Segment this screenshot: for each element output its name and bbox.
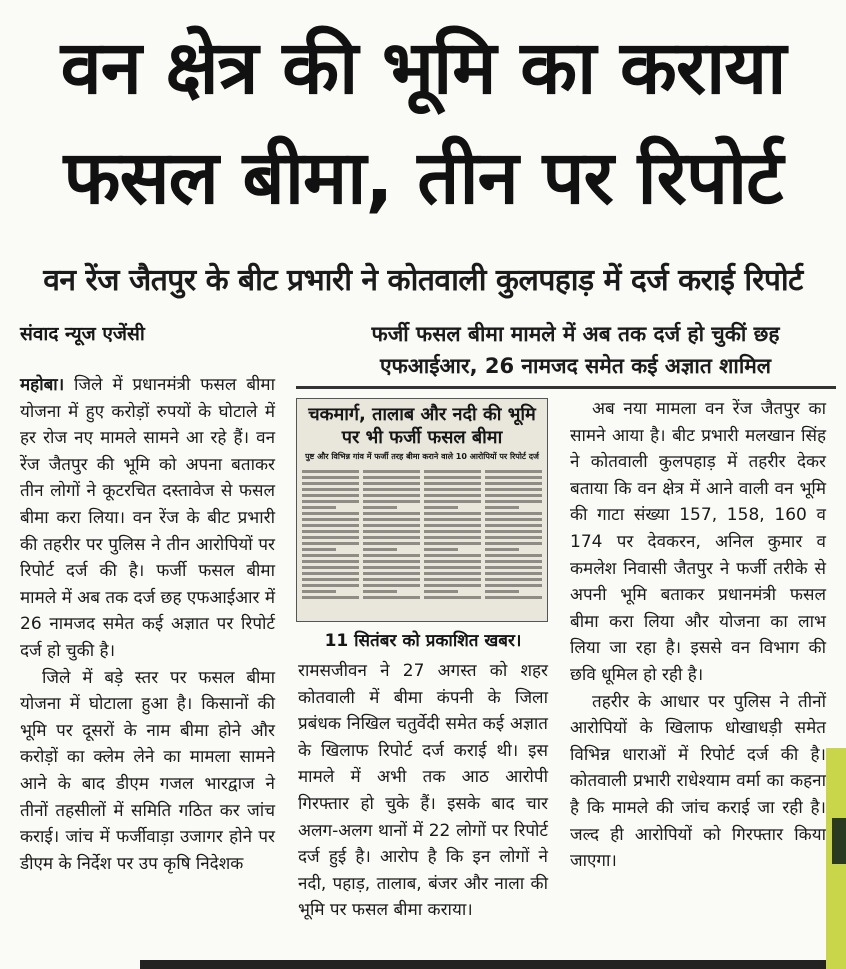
clipping-text-line [424, 590, 458, 593]
clipping-text-line [363, 500, 420, 503]
dateline: महोबा। [20, 375, 65, 395]
clipping-text-line [424, 542, 481, 545]
clipping-text-line [363, 470, 420, 473]
clipping-text-line [363, 596, 420, 599]
clipping-text-line [363, 536, 420, 539]
clipping-text-line [302, 584, 359, 587]
clipping-text-line [424, 518, 481, 521]
clipping-text-line [302, 536, 359, 539]
highlight-rule [296, 386, 836, 389]
clipping-text-line [363, 584, 420, 587]
article-paragraph: जिले में बड़े स्तर पर फसल बीमा योजना में घोटाला हुआ है। किसानों की भूमि पर दूसरों के नाम बीमा होने और करोड़ों का क्लेम लेने का मामला सामने आने के बाद डीएम गजल भारद्वाज ने तीनों तहसीलों में समिति गठित कर जांच कराई। जांच में फर्जीवाड़ा उजागर होने पर डीएम के निर्देश पर उप कृषि निदेशक [20, 667, 275, 874]
highlight-box [318, 318, 833, 382]
clipping-text-line [485, 488, 542, 491]
clipping-text-line [302, 578, 359, 581]
clipping-text-line [302, 470, 359, 473]
clipping-column [302, 467, 359, 602]
clipping-text-line [302, 596, 359, 599]
clipping-text-line [302, 542, 359, 545]
clipping-text-line [424, 554, 481, 557]
clipping-text-line [485, 548, 519, 551]
clipping-text-line [363, 548, 397, 551]
clipping-text-line [424, 512, 481, 515]
clipping-text-line [302, 494, 359, 497]
article-column-left [20, 372, 275, 877]
clipping-text-line [485, 530, 542, 533]
clipping-text-line [363, 512, 420, 515]
clipping-column [485, 467, 542, 602]
clipping-text-line [302, 590, 336, 593]
clipping-text-line [302, 518, 359, 521]
clipping-text-line [424, 530, 481, 533]
clipping-text-line [485, 566, 542, 569]
clipping-text-line [485, 536, 542, 539]
article-column-middle [298, 658, 548, 924]
clipping-title: चकमार्ग, तालाब और नदी की भूमि पर भी फर्जी फसल बीमा [308, 404, 536, 448]
clipping-text-line [302, 530, 359, 533]
article-column-right [570, 396, 826, 875]
clipping-text-line [424, 476, 481, 479]
clipping-text-line [485, 500, 542, 503]
clipping-text-line [302, 566, 359, 569]
clipping-text-line [424, 470, 481, 473]
clipping-caption: 11 सितंबर को प्रकाशित खबर। [324, 631, 522, 651]
clipping-text-line [485, 596, 542, 599]
clipping-text-line [485, 542, 542, 545]
clipping-text-line [363, 554, 420, 557]
clipping-text-line [302, 482, 359, 485]
clipping-text-line [424, 596, 481, 599]
clipping-text-line [363, 488, 420, 491]
clipping-text-line [485, 512, 542, 515]
clipping-text-line [485, 590, 519, 593]
clipping-text-line [424, 584, 481, 587]
clipping-text-line [485, 578, 542, 581]
clipping-text-line [302, 524, 359, 527]
subheadline: वन रेंज जैतपुर के बीट प्रभारी ने कोतवाली कुलपहाड़ में दर्ज कराई रिपोर्ट [43, 263, 803, 298]
clipping-text-line [424, 488, 481, 491]
clipping-text-line [485, 470, 542, 473]
clipping-text-line [424, 506, 458, 509]
clipping-text-line [302, 476, 359, 479]
article-paragraph: अब नया मामला वन रेंज जैतपुर का सामने आया है। बीट प्रभारी मलखान सिंह ने कोतवाली कुलपहाड़ में तहरीर देकर बताया कि वन क्षेत्र में आने वाली वन भूमि की गाटा संख्या 157, 158, 160 व 174 पर देवकरन, अनिल कुमार व कमलेश निवासी जैतपुर ने फर्जी तरीके से अपनी भूमि बताकर प्रधानमंत्री फसल बीमा करा लिया और योजना का लाभ लिया जा रहा है। इससे वन विभाग की छवि धूमिल हो रही है। [570, 399, 826, 685]
clipping-subtitle: पुष्ट और विभिन्न गांव में फर्जी तरह बीमा कराने वाले 10 आरोपियों पर रिपोर्ट दर्ज [305, 452, 539, 461]
clipping-text-line [363, 578, 420, 581]
clipping-text-line [424, 566, 481, 569]
headline-line-1: वन क्षेत्र की भूमि का कराया [60, 25, 786, 111]
clipping-text-line [302, 500, 359, 503]
clipping-text-line [363, 482, 420, 485]
clipping-text-line [363, 560, 420, 563]
headline-line-2: फसल बीमा, तीन पर रिपोर्ट [63, 135, 783, 221]
clipping-text-line [485, 506, 519, 509]
ad-edge-block [832, 818, 846, 864]
clipping-text-line [302, 512, 359, 515]
clipping-text-line [363, 542, 420, 545]
clipping-text-line [424, 500, 481, 503]
article-paragraph [20, 372, 275, 665]
byline: संवाद न्यूज एजेंसी [20, 323, 145, 345]
clipping-text-line [424, 536, 481, 539]
clipping-text-line [424, 578, 481, 581]
clipping-text-line [485, 584, 542, 587]
clipping-text-line [424, 494, 481, 497]
highlight-line-1: फर्जी फसल बीमा मामले में अब तक दर्ज हो चुकीं छह [371, 322, 780, 346]
clipping-text-line [363, 494, 420, 497]
clipping-text-line [485, 518, 542, 521]
clipping-text-line [363, 566, 420, 569]
clipping-column [424, 467, 481, 602]
clipping-text-line [363, 524, 420, 527]
article-paragraph: तहरीर के आधार पर पुलिस ने तीनों आरोपियों के खिलाफ धोखाधड़ी समेत विभिन्न धाराओं में रिपोर्ट दर्ज की है। कोतवाली प्रभारी राधेश्याम वर्मा का कहना है कि मामले की जांच कराई जा रही है। जल्द ही आरोपियों को गिरफ्तार किया जाएगा। [570, 691, 826, 872]
clipping-text-line [363, 476, 420, 479]
clipping-text-line [363, 506, 397, 509]
clipping-text-line [485, 524, 542, 527]
clipping-text-line [424, 560, 481, 563]
clipping-text-line [363, 590, 397, 593]
clipping-text-line [302, 506, 336, 509]
clipping-text-line [302, 572, 359, 575]
clipping-text-line [424, 572, 481, 575]
adjacent-ad-edge [826, 748, 846, 969]
clipping-text-line [485, 554, 542, 557]
clipping-text-line [485, 494, 542, 497]
article-paragraph: रामसजीवन ने 27 अगस्त को शहर कोतवाली में बीमा कंपनी के जिला प्रबंधक निखिल चतुर्वेदी समेत कई अज्ञात के खिलाफ रिपोर्ट दर्ज कराई थी। इस मामले में अभी तक आठ आरोपी गिरफ्तार हो चुके हैं। इसके बाद चार अलग-अलग थानों में 22 लोगों पर रिपोर्ट दर्ज हुई है। आरोप है कि इन लोगों ने नदी, पहाड़, तालाब, बंजर और नाला की भूमि पर फसल बीमा कराया। [298, 661, 548, 921]
clipping-text-line [485, 572, 542, 575]
clipping-text-line [424, 482, 481, 485]
paragraph-text: जिले में प्रधानमंत्री फसल बीमा योजना में हुए करोड़ों रुपयों के घोटाले में हर रोज नए मामले सामने आ रहे हैं। वन रेंज जैतपुर की भूमि को अपना बताकर तीन लोगों ने कूटरचित दस्तावेज से फसल बीमा करा लिया। वन रेंज के बीट प्रभारी की तहरीर पर पुलिस ने तीन आरोपियों पर रिपोर्ट दर्ज की है। फर्जी फसल बीमा मामले में अब तक दर्ज छह एफआईआर में 26 नामजद समेत कई अज्ञात पर रिपोर्ट दर्ज हो चुकी है। [20, 375, 276, 661]
clipping-text-lines [297, 465, 547, 604]
highlight-line-2: एफआईआर, 26 नामजद समेत कई अज्ञात शामिल [379, 354, 772, 378]
clipping-text-line [485, 560, 542, 563]
clipping-text-line [363, 572, 420, 575]
clipping-text-line [302, 554, 359, 557]
archived-clipping-image [296, 398, 548, 622]
clipping-text-line [302, 560, 359, 563]
bottom-border [140, 960, 826, 969]
clipping-column [363, 467, 420, 602]
clipping-text-line [485, 482, 542, 485]
clipping-text-line [485, 476, 542, 479]
clipping-text-line [363, 530, 420, 533]
clipping-text-line [363, 518, 420, 521]
clipping-text-line [302, 488, 359, 491]
clipping-text-line [424, 524, 481, 527]
clipping-text-line [302, 548, 336, 551]
clipping-text-line [424, 548, 458, 551]
